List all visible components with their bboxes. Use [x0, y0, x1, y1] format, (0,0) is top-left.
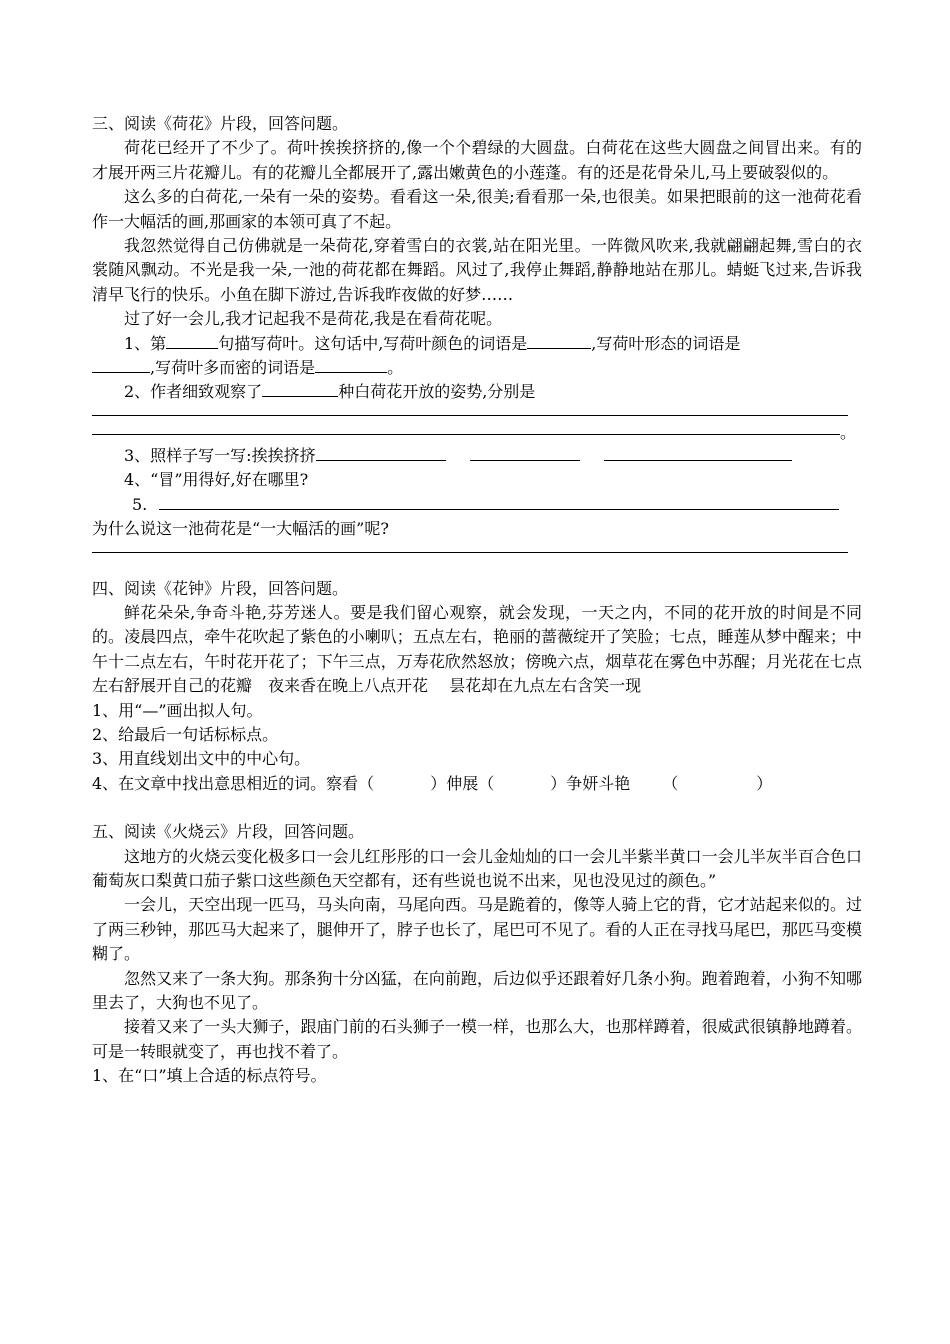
section-4-title: 四、阅读《花钟》片段，回答问题。 [92, 578, 349, 598]
s3-question-2 [92, 380, 862, 404]
s3-question-5 [92, 493, 862, 517]
s3-q3-blank-3[interactable] [604, 446, 792, 461]
s3-q2-answer-line-2[interactable] [92, 434, 840, 435]
s3-q1-blank-2[interactable] [527, 334, 591, 349]
worksheet-page [92, 112, 862, 1089]
s3-q1-blank-3[interactable] [92, 358, 150, 373]
s4-paragraph-1: 鲜花朵朵,争奇斗艳,芬芳迷人。要是我们留心观察，就会发现，一天之内，不同的花开放的时间是不同的。凌晨四点，牵牛花吹起了紫色的小喇叭；五点左右，艳丽的蔷薇绽开了笑脸；七点，睡莲从梦中醒来；中午十二点左右，午时花开花了；下午三点，万寿花欣然怒放；傍晚六点，烟草花在雾色中苏醒；月光花在七点左右舒展开自己的花瓣 夜来香在晚上八点开花 昙花却在九点左右含笑一现 [92, 602, 862, 696]
s3-question-1-line2 [92, 356, 862, 380]
s3-paragraph-1: 荷花已经开了不少了。荷叶挨挨挤挤的,像一个个碧绿的大圆盘。白荷花在这些大圆盘之间冒出来。有的才展开两三片花瓣儿。有的花瓣儿全都展开了,露出嫩黄色的小莲蓬。有的还是花骨朵儿,马上要破裂似的。 [92, 138, 862, 182]
s3-paragraph-3: 我忽然觉得自己仿佛就是一朵荷花,穿着雪白的衣裳,站在阳光里。一阵微风吹来,我就翩翩起舞,雪白的衣裳随风飘动。不光是我一朵,一池的荷花都在舞蹈。风过了,我停止舞蹈,静静地站在那儿。蜻蜓飞过来,告诉我清早飞行的快乐。小鱼在脚下游过,告诉我昨夜做的好梦…… [92, 236, 862, 304]
s4-q4-part-c: ）争妍斗艳 [550, 773, 631, 793]
s4-q4-part-e: ） [756, 773, 773, 793]
s3-question-5-text: 为什么说这一池荷花是“一大幅活的画”呢? [92, 519, 389, 539]
s3-q1-part-b: 句描写荷叶。这句话中,写荷叶颜色的词语是 [218, 333, 528, 353]
s3-q2-part-a: 2、作者细致观察了 [124, 382, 263, 402]
s5-question-1: 1、在“口”填上合适的标点符号。 [92, 1066, 327, 1086]
s3-q3-blank-2[interactable] [470, 446, 580, 461]
s4-q4-part-b: ）伸展（ [430, 773, 495, 793]
s4-question-4 [92, 772, 862, 796]
s3-q2-end-mark: 。 [840, 422, 857, 442]
s5-paragraph-2: 一会儿，天空出现一匹马，马头向南，马尾向西。马是跪着的，像等人骑上它的背，它才站起来似的。过了两三秒钟，那匹马大起来了，腿伸开了，脖子也长了，尾巴可不见了。看的人正在寻找马尾巴，那匹马变模糊了。 [92, 895, 862, 964]
s3-paragraph-2: 这么多的白荷花,一朵有一朵的姿势。看看这一朵,很美;看看那一朵,也很美。如果把眼前的这一池荷花看作一大幅活的画,那画家的本领可真了不起。 [92, 187, 862, 231]
s5-paragraph-3: 忽然又来了一条大狗。那条狗十分凶猛，在向前跑，后边似乎还跟着好几条小狗。跑着跑着，小狗不知哪里去了，大狗也不见了。 [92, 968, 862, 1012]
section-5-title: 五、阅读《火烧云》片段，回答问题。 [92, 822, 365, 842]
s4-question-2: 2、给最后一句话标标点。 [92, 724, 279, 744]
s5-paragraph-1: 这地方的火烧云变化极多口一会儿红彤彤的口一会儿金灿灿的口一会儿半紫半黄口一会儿半灰半百合色口葡萄灰口梨黄口茄子紫口这些颜色天空都有，还有些说也说不出来，见也没见过的颜色。” [92, 846, 862, 890]
s3-q1-part-a: 1、第 [124, 333, 167, 353]
s4-q4-part-d: （ [662, 773, 679, 793]
s3-paragraph-4: 过了好一会儿,我才记起我不是荷花,我是在看荷花呢。 [124, 309, 503, 329]
s3-question-3 [92, 444, 862, 468]
s3-question-4: 4、“冒”用得好,好在哪里? [124, 470, 309, 490]
s3-question-1-line1 [92, 332, 862, 356]
section-3-title: 三、阅读《荷花》片段，回答问题。 [92, 114, 349, 133]
s3-q1-part-d: ,写荷叶多而密的词语是 [150, 358, 316, 378]
s3-q1-blank-1[interactable] [166, 334, 218, 349]
s3-q3-text: 3、照样子写一写:挨挨挤挤 [124, 445, 316, 465]
s5-paragraph-4: 接着又来了一头大狮子，跟庙门前的石头狮子一模一样，也那么大，也那样蹲着，很威武很镇静地蹲着。可是一转眼就变了，再也找不着了。 [92, 1017, 862, 1061]
s3-q1-part-e: 。 [387, 358, 404, 378]
s3-q1-part-c: ,写荷叶形态的词语是 [591, 333, 741, 353]
s3-q5-number: 5. [132, 494, 148, 514]
s4-question-3: 3、用直线划出文中的中心句。 [92, 749, 311, 769]
s3-q2-blank-count[interactable] [262, 382, 338, 397]
s3-q1-blank-4[interactable] [315, 358, 387, 373]
s3-q5-blank[interactable] [159, 495, 839, 510]
s4-q4-part-a: 4、在文章中找出意思相近的词。察看（ [92, 773, 375, 793]
s3-q3-blank-1[interactable] [316, 446, 446, 461]
s4-question-1: 1、用“—”画出拟人句。 [92, 700, 263, 720]
s3-q2-part-b: 种白荷花开放的姿势,分别是 [338, 382, 536, 402]
